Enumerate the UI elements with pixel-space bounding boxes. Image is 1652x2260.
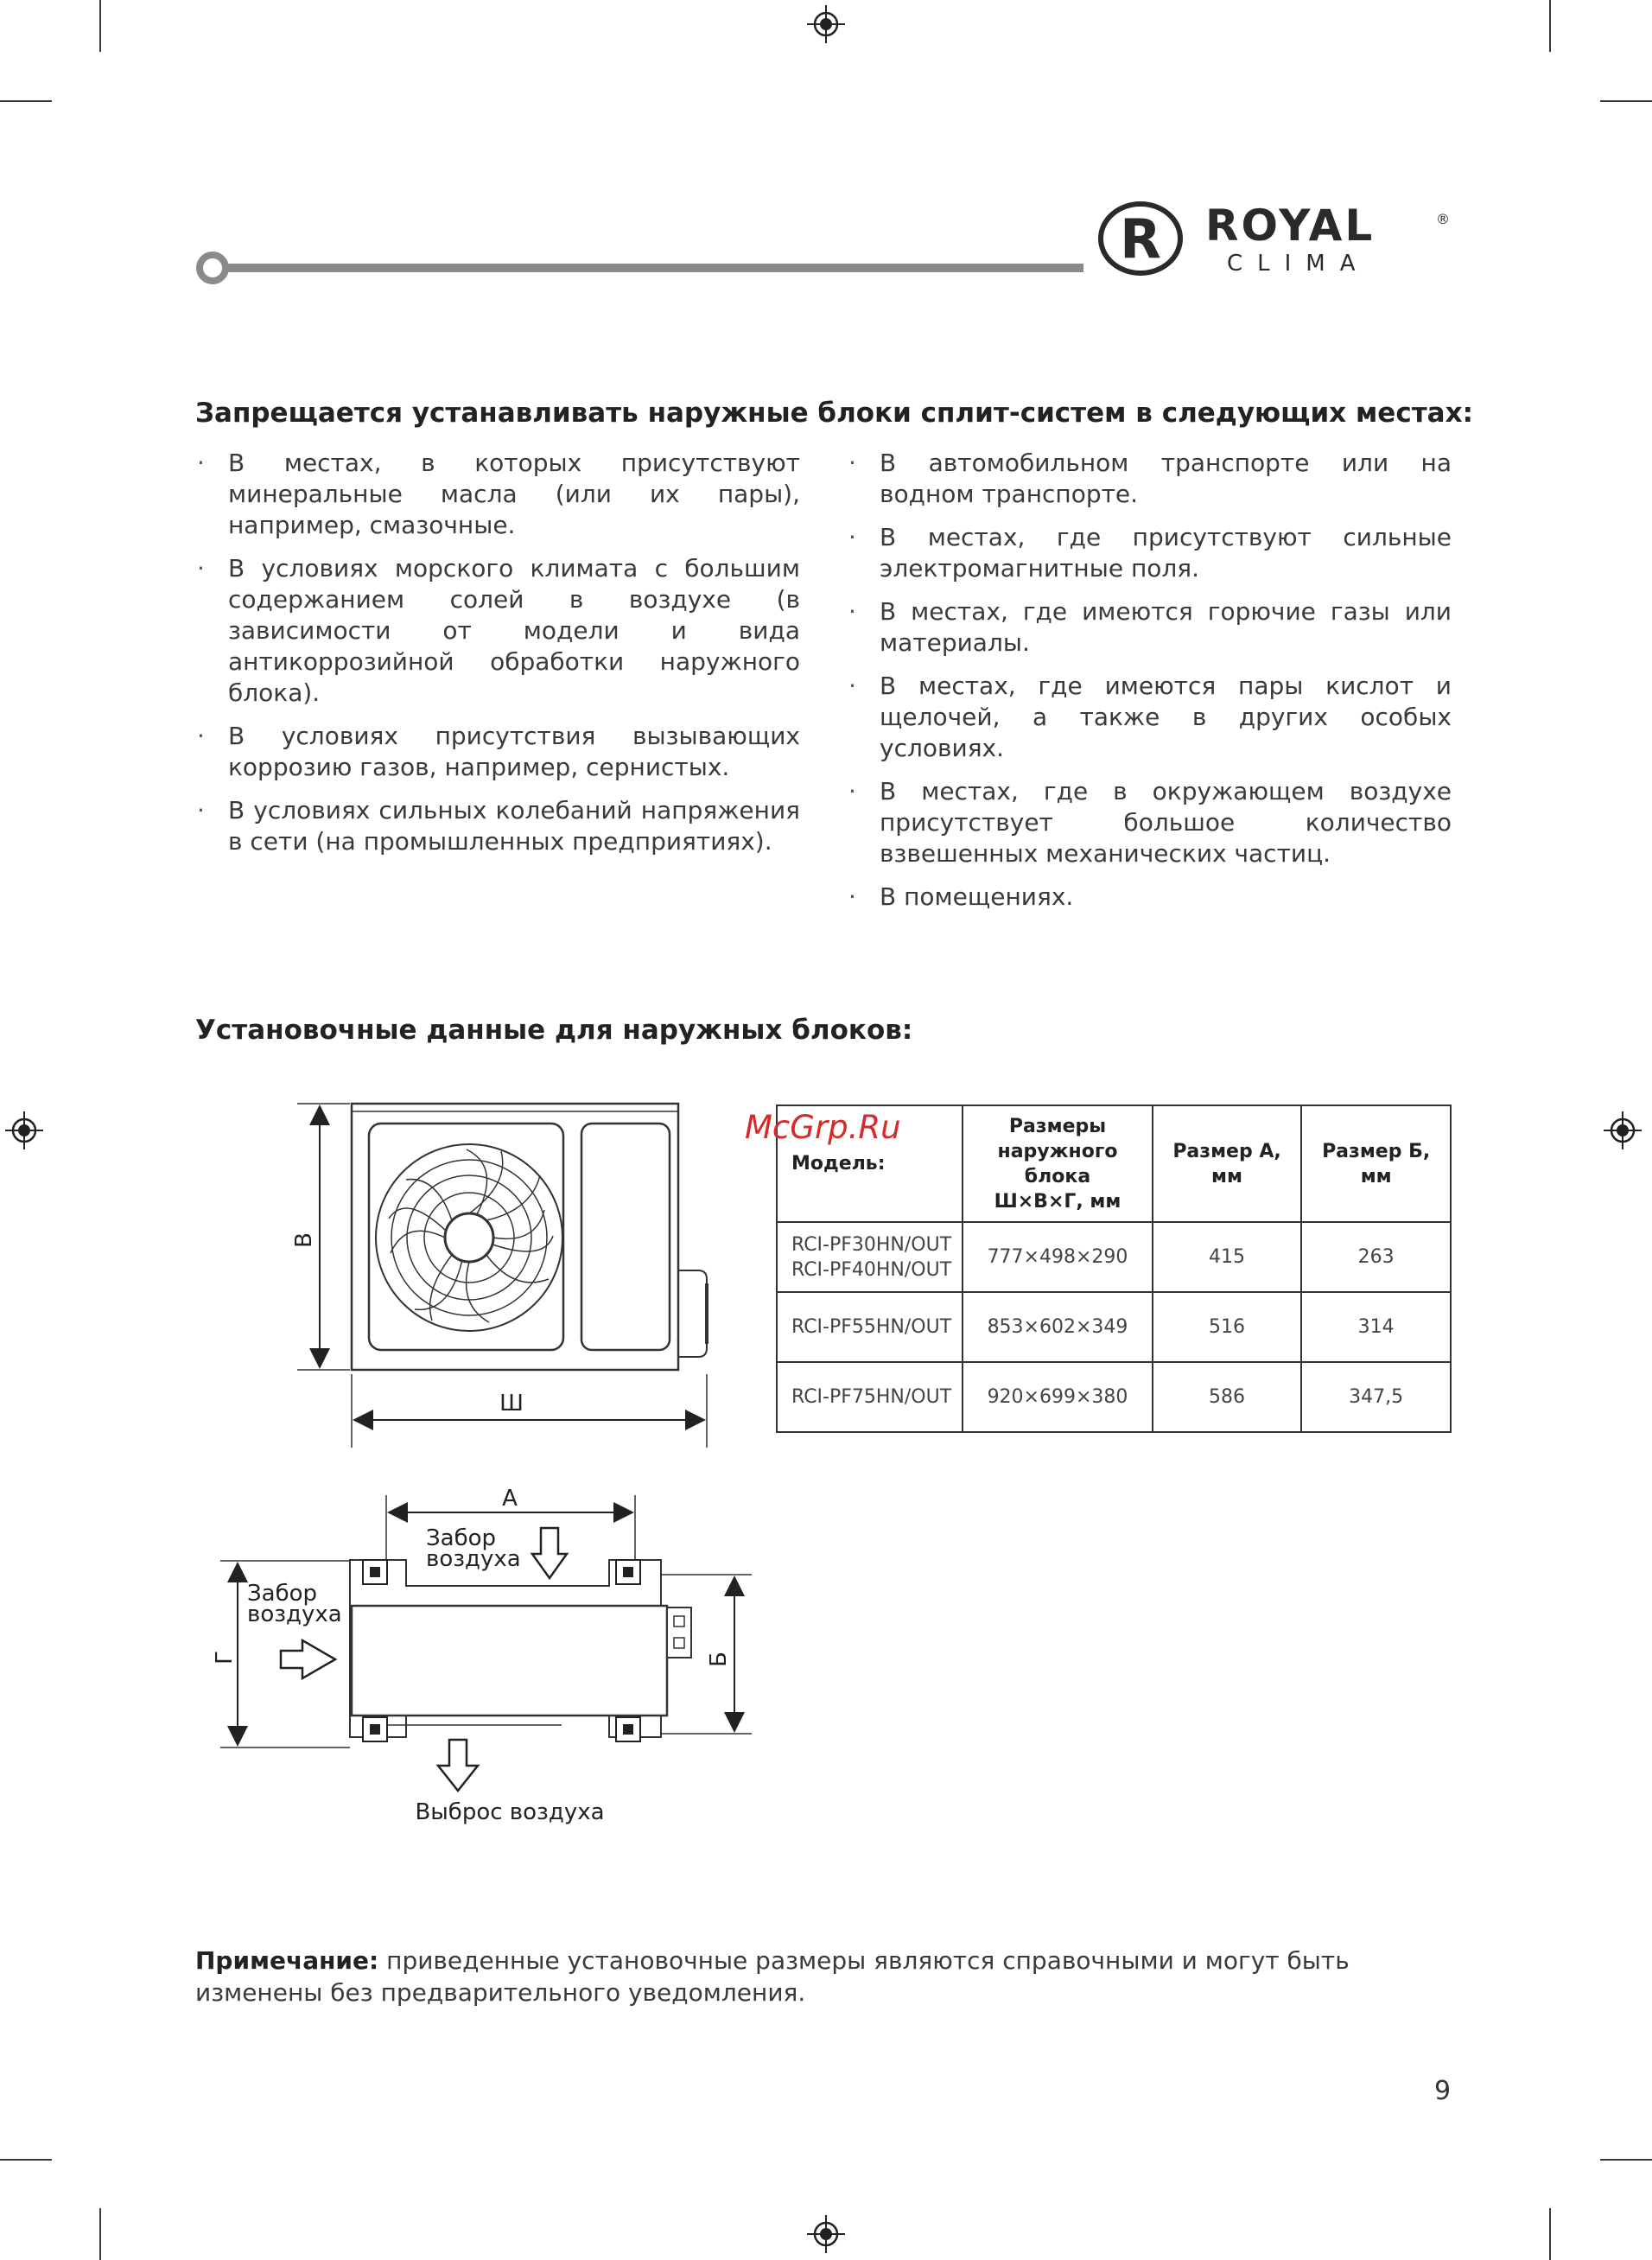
list-item: · В местах, где имеются пары кислот и щелочей, а также в других особых условиях. bbox=[847, 671, 1452, 764]
list-item: · В помещениях. bbox=[847, 882, 1452, 913]
list-item: · В условиях присутствия вызывающих коррозию газов, например, сернистых. bbox=[195, 721, 800, 783]
dim-g-label: Г bbox=[212, 1651, 238, 1665]
forbidden-list-right bbox=[847, 448, 1452, 925]
crop-mark bbox=[0, 100, 52, 102]
registration-mark-icon bbox=[5, 1111, 43, 1149]
install-data-table bbox=[776, 1105, 1452, 1433]
crop-mark bbox=[99, 2208, 101, 2260]
cell-model: RCI-PF75HN/OUT bbox=[777, 1362, 963, 1432]
crop-mark bbox=[1600, 2159, 1652, 2161]
registration-mark-icon bbox=[807, 2215, 845, 2253]
forbidden-heading: Запрещается устанавливать наружные блоки сплит-систем в следующих местах: bbox=[195, 398, 1473, 429]
exhaust-label: Выброс воздуха bbox=[415, 1799, 605, 1825]
watermark: McGrp.Ru bbox=[745, 1109, 901, 1146]
cell-a: 415 bbox=[1153, 1222, 1302, 1292]
table-row bbox=[777, 1292, 1451, 1362]
cell-size: 920×699×380 bbox=[963, 1362, 1153, 1432]
width-label: Ш bbox=[499, 1391, 524, 1416]
registration-mark-icon bbox=[1604, 1111, 1642, 1149]
list-item: · В условиях сильных колебаний напряжения в сети (на промышленных предприятиях). bbox=[195, 795, 800, 857]
header-b: Размер Б, мм bbox=[1301, 1105, 1451, 1222]
crop-mark bbox=[1549, 0, 1551, 52]
cell-model: RCI-PF55HN/OUT bbox=[777, 1292, 963, 1362]
front-view-diagram bbox=[285, 1089, 726, 1452]
height-label: В bbox=[291, 1232, 317, 1248]
list-item: · В местах, где имеются горючие газы или материалы. bbox=[847, 596, 1452, 659]
header-a: Размер А, мм bbox=[1153, 1105, 1302, 1222]
cell-model: RCI-PF30HN/OUT RCI-PF40HN/OUT bbox=[777, 1222, 963, 1292]
list-item: · В местах, в которых присутствуют минеральные масла (или их пары), например, смазочные. bbox=[195, 448, 800, 541]
header-model: Модель: bbox=[777, 1105, 963, 1222]
list-item: · В условиях морского климата с большим содержанием солей в воздухе (в зависимости от модели и вида антикоррозийной обработки наружного блока). bbox=[195, 553, 800, 709]
logo-icon bbox=[1097, 201, 1184, 277]
table-row bbox=[777, 1362, 1451, 1432]
install-heading: Установочные данные для наружных блоков: bbox=[195, 1015, 913, 1046]
logo-letter: R bbox=[1120, 207, 1161, 271]
cell-b: 347,5 bbox=[1301, 1362, 1451, 1432]
header-rule bbox=[192, 249, 1083, 287]
cell-a: 586 bbox=[1153, 1362, 1302, 1432]
cell-a: 516 bbox=[1153, 1292, 1302, 1362]
cell-size: 777×498×290 bbox=[963, 1222, 1153, 1292]
list-item: · В местах, где присутствуют сильные электромагнитные поля. bbox=[847, 522, 1452, 584]
crop-mark bbox=[0, 2159, 52, 2161]
note-text: приведенные установочные размеры являются справочными и могут быть изменены без предварительного уведомления. bbox=[195, 1946, 1350, 2007]
top-view-diagram bbox=[212, 1478, 769, 1832]
brand-sub: CLIMA bbox=[1227, 251, 1370, 277]
registration-mark-icon bbox=[807, 5, 845, 43]
crop-mark bbox=[1600, 100, 1652, 102]
crop-mark bbox=[1549, 2208, 1551, 2260]
note-label: Примечание: bbox=[195, 1946, 379, 1975]
brand-name: ROYAL bbox=[1205, 201, 1376, 251]
dim-a-label: А bbox=[502, 1486, 518, 1512]
note bbox=[195, 1945, 1450, 2009]
intake-top-label: Забор воздуха bbox=[426, 1525, 521, 1572]
crop-mark bbox=[99, 0, 101, 52]
header-size: Размеры наружного блока Ш×В×Г, мм bbox=[963, 1105, 1153, 1222]
cell-b: 263 bbox=[1301, 1222, 1451, 1292]
forbidden-list-left bbox=[195, 448, 800, 869]
brand-registered: ® bbox=[1436, 211, 1450, 227]
list-item: · В автомобильном транспорте или на водном транспорте. bbox=[847, 448, 1452, 510]
dim-b-label: Б bbox=[706, 1652, 732, 1667]
cell-size: 853×602×349 bbox=[963, 1292, 1153, 1362]
table-row bbox=[777, 1222, 1451, 1292]
intake-left-label: Забор воздуха bbox=[247, 1581, 342, 1627]
cell-b: 314 bbox=[1301, 1292, 1451, 1362]
list-item: · В местах, где в окружающем воздухе присутствует большое количество взвешенных механических частиц. bbox=[847, 776, 1452, 869]
page-number: 9 bbox=[1434, 2076, 1452, 2106]
